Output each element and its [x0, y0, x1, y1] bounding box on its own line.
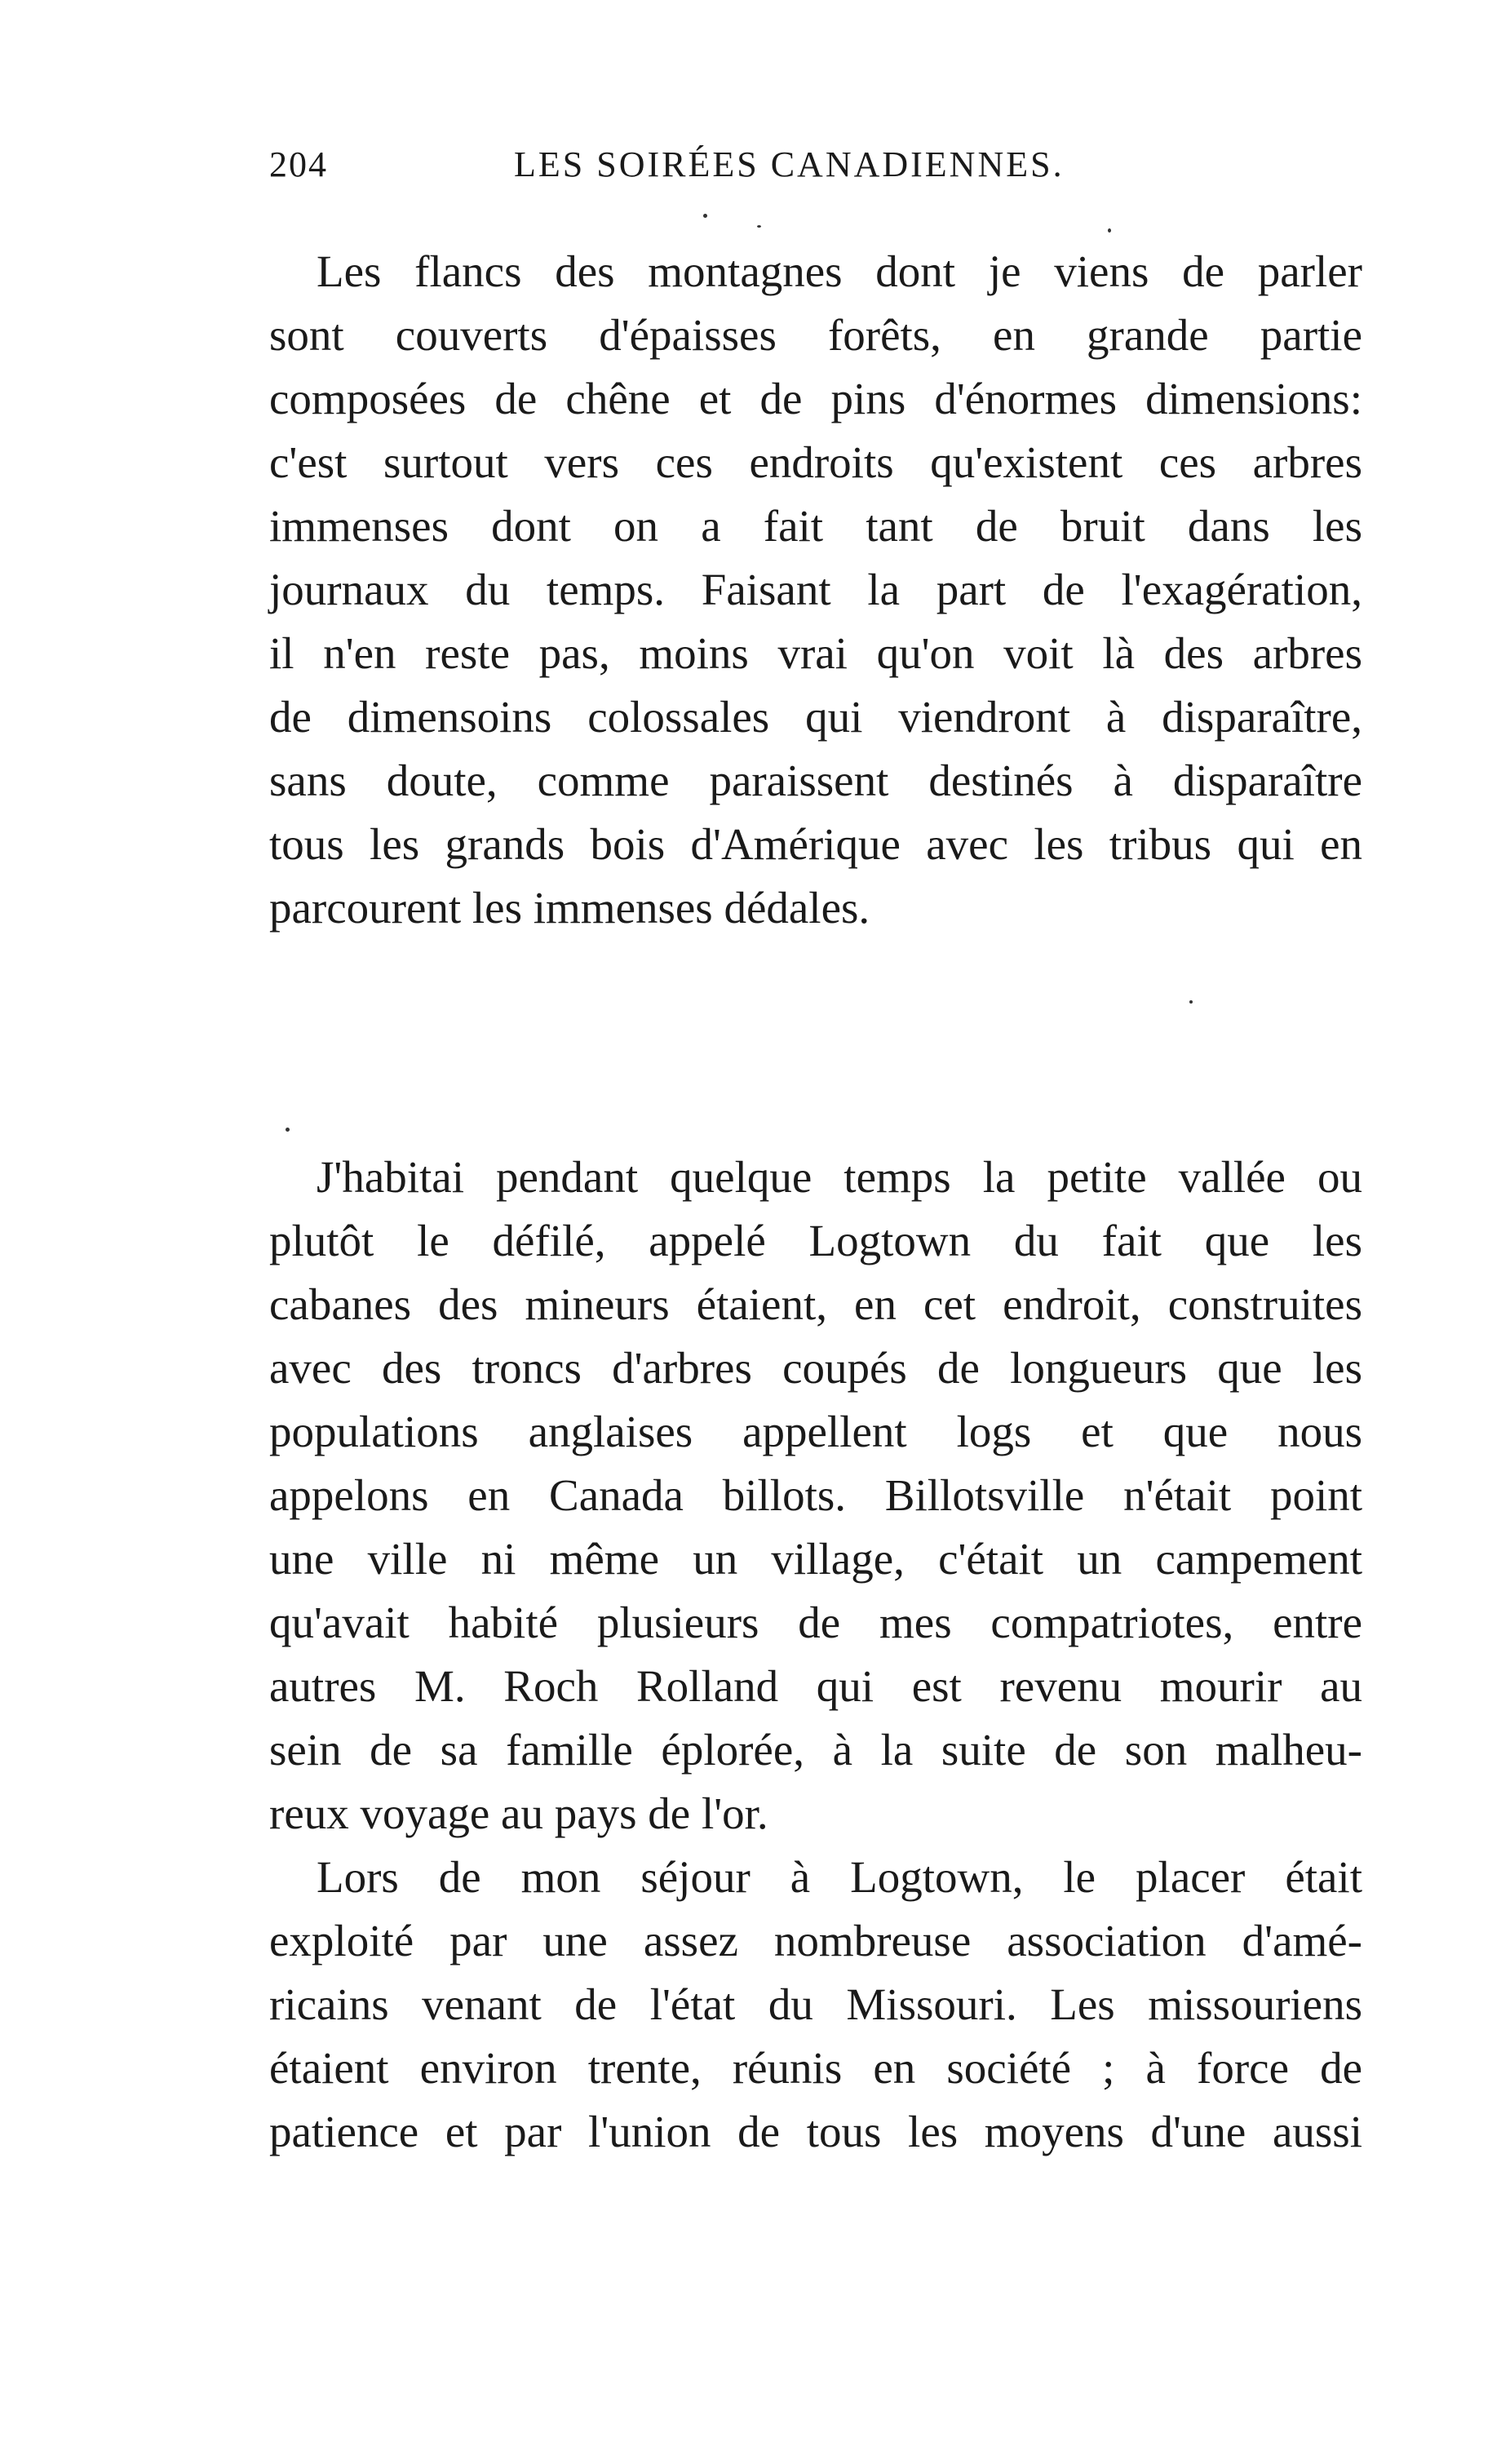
text-line: patience et par l'union de tous les moyens d'une aussi — [269, 2107, 1362, 2156]
text-line: une ville ni même un village, c'était un campement — [269, 1534, 1362, 1584]
text-line: Lors de mon séjour à Logtown, le placer était — [317, 1852, 1362, 1902]
text-line: composées de chêne et de pins d'énormes dimensions: — [269, 374, 1362, 423]
text-line: étaient environ trente, réunis en société ; à force de — [269, 2043, 1362, 2093]
print-speck — [757, 225, 761, 228]
text-line: exploité par une assez nombreuse association d'amé- — [269, 1916, 1362, 1965]
text-line: il n'en reste pas, moins vrai qu'on voit là des arbres — [269, 628, 1362, 678]
text-line: avec des troncs d'arbres coupés de longueurs que les — [269, 1343, 1362, 1393]
text-line: qu'avait habité plusieurs de mes compatriotes, entre — [269, 1598, 1362, 1647]
text-line: sans doute, comme paraissent destinés à disparaître — [269, 756, 1362, 805]
text-line: tous les grands bois d'Amérique avec les tribus qui en — [269, 819, 1362, 869]
text-line: cabanes des mineurs étaient, en cet endroit, construites — [269, 1279, 1362, 1329]
text-line: Les flancs des montagnes dont je viens de parler — [317, 246, 1362, 296]
text-line: J'habitai pendant quelque temps la petite vallée ou — [317, 1152, 1362, 1202]
text-line: journaux du temps. Faisant la part de l'exagération, — [269, 565, 1362, 614]
text-line: c'est surtout vers ces endroits qu'existent ces arbres — [269, 437, 1362, 487]
text-line: parcourent les immenses dédales. — [269, 883, 870, 933]
print-speck — [1108, 228, 1111, 233]
text-line: reux voyage au pays de l'or. — [269, 1788, 768, 1838]
running-title: LES SOIRÉES CANADIENNES. — [514, 144, 1065, 184]
text-line: ricains venant de l'état du Missouri. Les missouriens — [269, 1979, 1362, 2029]
page-header — [269, 144, 1362, 193]
text-line: appelons en Canada billots. Billotsville n'était point — [269, 1470, 1362, 1520]
print-speck — [286, 1128, 290, 1132]
text-line: populations anglaises appellent logs et que nous — [269, 1407, 1362, 1456]
paragraph-2 — [269, 1146, 1362, 1846]
print-speck — [1189, 1000, 1193, 1004]
text-line: sein de sa famille éplorée, à la suite de son malheu- — [269, 1725, 1362, 1775]
paragraph-3 — [269, 1846, 1362, 2164]
text-line: autres M. Roch Rolland qui est revenu mourir au — [269, 1661, 1362, 1711]
print-speck — [703, 214, 707, 218]
paragraph-1 — [269, 240, 1362, 940]
text-line: plutôt le défilé, appelé Logtown du fait que les — [269, 1216, 1362, 1265]
text-line: sont couverts d'épaisses forêts, en grande partie — [269, 310, 1362, 360]
page-number: 204 — [269, 144, 328, 184]
text-line: de dimensoins colossales qui viendront à disparaître, — [269, 692, 1362, 742]
text-line: immenses dont on a fait tant de bruit dans les — [269, 501, 1362, 551]
